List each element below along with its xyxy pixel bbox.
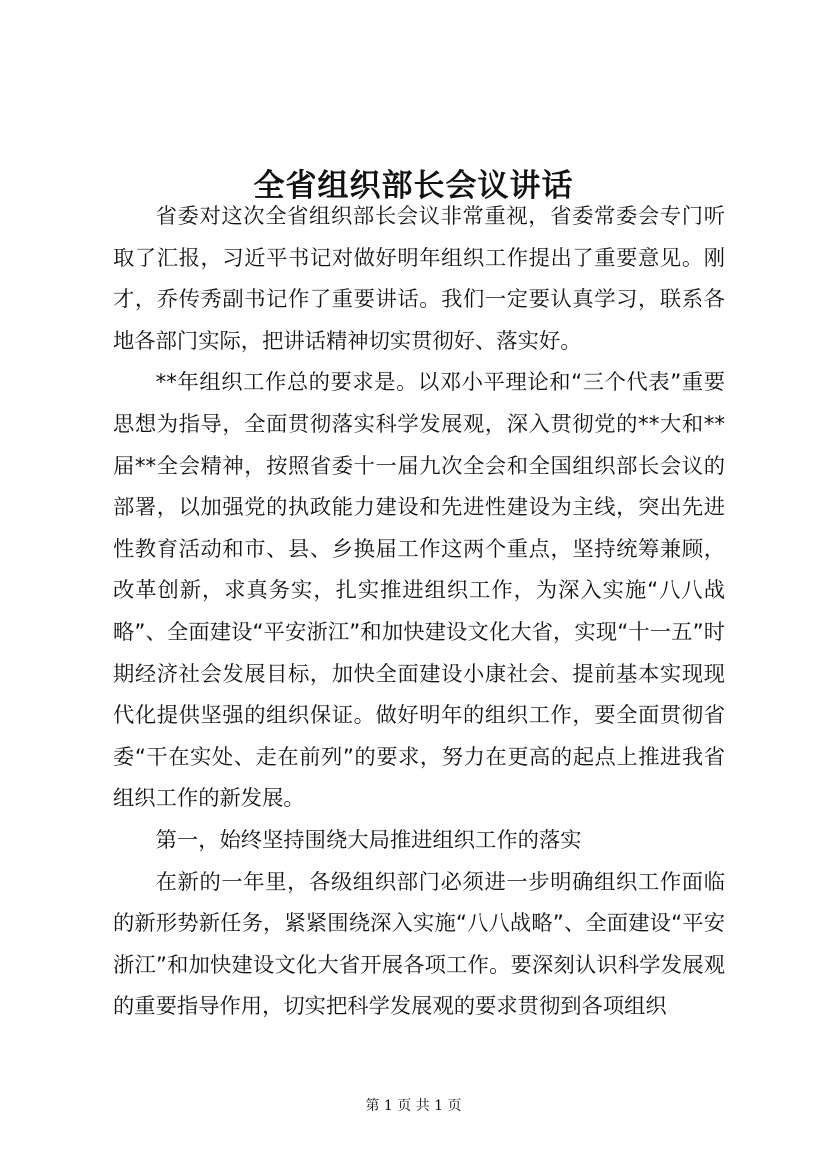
section-heading: 第一，始终坚持围绕大局推进组织工作的落实 [155,827,582,853]
body-paragraph: 在新的一年里，各级组织部门必须进一步明确组织工作面临的新形势新任务，紧紧围绕深入实施“八八战略”、全面建设“平安浙江”和加快建设文化大省开展各项工作。要深刻认识科学发展观的重要指导作用，切实把科学发展观的要求贯彻到各项组织 [113,869,725,1020]
document-body [113,196,725,1028]
body-paragraph: **年组织工作总的要求是。以邓小平理论和“三个代表”重要思想为指导，全面贯彻落实科学发展观，深入贯彻党的**大和**届**全会精神，按照省委十一届九次全会和全国组织部长会议的部署，以加强党的执政能力建设和先进性建设为主线，突出先进性教育活动和市、县、乡换届工作这两个重点，坚持统筹兼顾，改革创新，求真务实，扎实推进组织工作，为深入实施“八八战略”、全面建设“平安浙江”和加快建设文化大省，实现“十一五”时期经济社会发展目标，加快全面建设小康社会、提前基本实现现代化提供坚强的组织保证。做好明年的组织工作，要全面贯彻省委“干在实处、走在前列”的要求，努力在更高的起点上推进我省组织工作的新发展。 [113,370,725,812]
body-paragraph: 省委对这次全省组织部长会议非常重视，省委常委会专门听取了汇报，习近平书记对做好明年组织工作提出了重要意见。刚才，乔传秀副书记作了重要讲话。我们一定要认真学习，联系各地各部门实际，把讲话精神切实贯彻好、落实好。 [113,204,725,354]
document-title: 全省组织部长会议讲话 [253,167,574,204]
page-footer: 第 1 页 共 1 页 [365,1098,462,1114]
